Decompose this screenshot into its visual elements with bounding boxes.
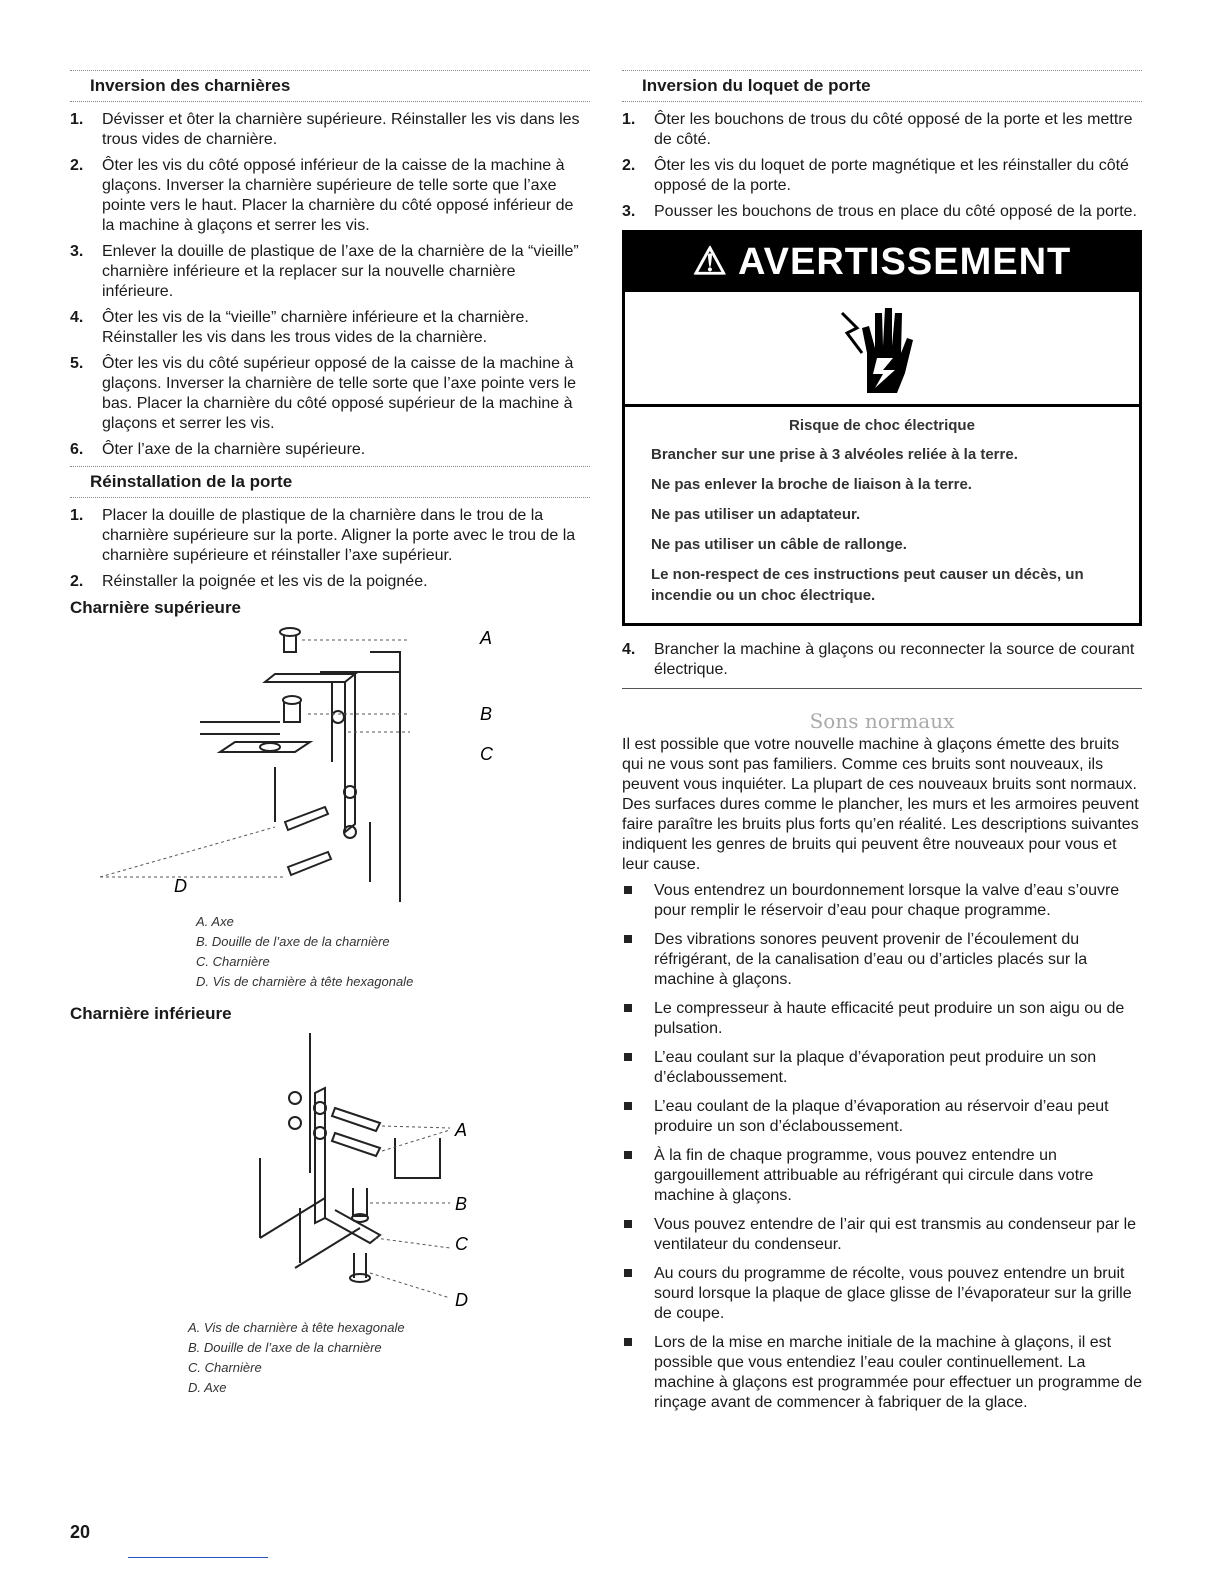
warning-triangle-icon: ⚠ [692, 241, 728, 283]
bottom-rule [128, 1557, 268, 1558]
section-divider [622, 688, 1142, 689]
door-steps [70, 506, 590, 592]
top-callout-d: D [174, 876, 187, 896]
bullet-icon [624, 935, 632, 943]
warning-icon-area [625, 292, 1139, 407]
list-item-text: Lors de la mise en marche initiale de la machine à glaçons, il est possible que vous entendiez l’eau couler continuellement. La machine à glaçons est programmée pour effectuer un programme de rinçage avant de commencer à fabriquer de la glace. [654, 1334, 1142, 1411]
top-callout-c: C [480, 744, 493, 764]
door-step [70, 572, 590, 592]
list-item [622, 1097, 1142, 1137]
bullet-icon [624, 1053, 632, 1061]
electric-shock-hand-icon [837, 298, 927, 398]
list-item [622, 1048, 1142, 1088]
hinges-step [70, 440, 590, 460]
bottom-hinge-legend [188, 1318, 590, 1398]
step-number: 2. [70, 573, 84, 590]
legend-item: A. Vis de charnière à tête hexagonale [188, 1320, 405, 1335]
step-number: 1. [622, 111, 636, 128]
top-callout-b: B [480, 704, 493, 724]
sons-intro: Il est possible que votre nouvelle machine à glaçons émette des bruits qui ne vous sont pas familiers. Comme ces bruits sont nouveaux, ils peuvent vous inquiéter. La plupart de ces nouveaux bruits sont normaux. Des surfaces dures comme le plancher, les murs et les armoires peuvent faire paraître les bruits plus forts qu’en réalité. Les descriptions suivantes indiquent les genres de bruits qui peuvent être nouveaux pour vous et leur cause. [622, 736, 1139, 873]
step-text: Ôter les bouchons de trous du côté opposé de la porte et les mettre de côté. [654, 111, 1133, 148]
page-number: 20 [70, 1522, 91, 1542]
bullet-icon [624, 1220, 632, 1228]
list-item-text: Des vibrations sonores peuvent provenir de l’écoulement du réfrigérant, de la canalisation d’eau ou d’articles placés sur la machine à glaçons. [654, 931, 1088, 988]
list-item [622, 1215, 1142, 1255]
warning-line: Ne pas enlever la broche de liaison à la terre. [651, 476, 972, 493]
legend-item: B. Douille de l’axe de la charnière [196, 934, 390, 949]
hinges-step [70, 156, 590, 236]
step-text: Brancher la machine à glaçons ou reconnecter la source de courant électrique. [654, 641, 1135, 678]
bullet-icon [624, 1004, 632, 1012]
right-column [622, 70, 1142, 1422]
hinges-step [70, 110, 590, 150]
legend-item: B. Douille de l’axe de la charnière [188, 1340, 382, 1355]
latch-step [622, 110, 1142, 150]
step-text: Ôter les vis de la “vieille” charnière inférieure et la charnière. Réinstaller les vis dans les trous vides de la charnière. [102, 309, 529, 346]
step-text: Enlever la douille de plastique de l’axe de la charnière de la “vieille” charnière inférieure et la replacer sur la nouvelle charnière inférieure. [102, 243, 579, 300]
step-number: 4. [70, 309, 84, 326]
step-number: 1. [70, 507, 84, 524]
top-hinge-legend [196, 912, 590, 992]
sons-title: Sons normaux [809, 709, 955, 733]
step-text: Ôter les vis du côté opposé inférieur de la caisse de la machine à glaçons. Inverser la charnière supérieure de telle sorte que l’axe pointe vers le haut. Placer la charnière du côté opposé inférieur de la machine à glaçons et serrer les vis. [102, 157, 574, 234]
top-callout-a: A [480, 628, 493, 648]
legend-item: A. Axe [196, 914, 234, 929]
list-item-text: Au cours du programme de récolte, vous pouvez entendre un bruit sourd lorsque la plaque de glace glisse de l’évaporateur sur la grille de coupe. [654, 1265, 1132, 1322]
left-column [70, 70, 590, 1398]
warning-title: AVERTISSEMENT [738, 241, 1072, 283]
step-number: 1. [70, 111, 84, 128]
warning-line: Ne pas utiliser un adaptateur. [651, 506, 861, 523]
list-item-text: À la fin de chaque programme, vous pouvez entendre un gargouillement attribuable au réfrigérant qui circule dans votre machine à glaçons. [654, 1147, 1094, 1204]
sons-bullets [622, 881, 1142, 1413]
step-text: Ôter les vis du côté supérieur opposé de la caisse de la machine à glaçons. Inverser la charnière de telle sorte que l’axe pointe vers le bas. Placer la charnière du côté opposé supérieur de la machine à glaçons et serrer les vis. [102, 355, 577, 432]
list-item-text: Vous entendrez un bourdonnement lorsque la valve d’eau s’ouvre pour remplir le réservoir d’eau pour chaque programme. [654, 882, 1120, 919]
step-text: Dévisser et ôter la charnière supérieure. Réinstaller les vis dans les trous vides de charnière. [102, 111, 580, 148]
bullet-icon [624, 1269, 632, 1277]
hinges-section-title: Inversion des charnières [70, 70, 590, 102]
bottom-callout-b: B [455, 1194, 468, 1214]
legend-item: D. Vis de charnière à tête hexagonale [196, 974, 414, 989]
warning-body [625, 407, 1139, 623]
step-number: 5. [70, 355, 84, 372]
bottom-hinge-title: Charnière inférieure [70, 1004, 232, 1023]
latch-steps [622, 110, 1142, 222]
latch-step [622, 156, 1142, 196]
warning-line: Ne pas utiliser un câble de rallonge. [651, 536, 907, 553]
door-section-title: Réinstallation de la porte [70, 466, 590, 498]
step-text: Ôter l’axe de la charnière supérieure. [102, 441, 366, 458]
list-item [622, 1146, 1142, 1206]
latch-step-4 [622, 640, 1142, 680]
step-text: Pousser les bouchons de trous en place du côté opposé de la porte. [654, 203, 1137, 220]
bullet-icon [624, 1338, 632, 1346]
list-item [622, 930, 1142, 990]
step-text: Réinstaller la poignée et les vis de la poignée. [102, 573, 428, 590]
door-step [70, 506, 590, 566]
warning-line: Le non-respect de ces instructions peut causer un décès, un incendie ou un choc électrique. [651, 566, 1084, 604]
latch-step [622, 202, 1142, 222]
bullet-icon [624, 1151, 632, 1159]
top-hinge-title: Charnière supérieure [70, 598, 242, 617]
warning-title-bar [625, 233, 1139, 292]
list-item-text: L’eau coulant sur la plaque d’évaporation peut produire un son d’éclaboussement. [654, 1049, 1097, 1086]
step-number: 3. [622, 203, 636, 220]
bullet-icon [624, 886, 632, 894]
top-hinge-diagram [70, 622, 590, 912]
step-number: 2. [70, 157, 84, 174]
legend-item: D. Axe [188, 1380, 227, 1395]
warning-risk-title: Risque de choc électrique [789, 417, 975, 434]
list-item [622, 881, 1142, 921]
step-number: 3. [70, 243, 84, 260]
hinges-step [70, 308, 590, 348]
step-number: 6. [70, 441, 84, 458]
warning-box [622, 230, 1142, 626]
legend-item: C. Charnière [188, 1360, 262, 1375]
step-text: Placer la douille de plastique de la charnière dans le trou de la charnière supérieure sur la porte. Aligner la porte avec le trou de la charnière supérieure et réinstaller l’axe supérieur. [102, 507, 576, 564]
bottom-callout-d: D [455, 1290, 468, 1310]
latch-section-title: Inversion du loquet de porte [622, 70, 1142, 102]
bullet-icon [624, 1102, 632, 1110]
list-item [622, 1333, 1142, 1413]
list-item-text: Le compresseur à haute efficacité peut produire un son aigu ou de pulsation. [654, 1000, 1125, 1037]
latch-step [622, 640, 1142, 680]
list-item-text: L’eau coulant de la plaque d’évaporation au réservoir d’eau peut produire un son d’éclaboussement. [654, 1098, 1109, 1135]
list-item [622, 999, 1142, 1039]
hinges-steps [70, 110, 590, 460]
legend-item: C. Charnière [196, 954, 270, 969]
bottom-callout-a: A [455, 1120, 468, 1140]
bottom-callout-c: C [455, 1234, 468, 1254]
step-text: Ôter les vis du loquet de porte magnétique et les réinstaller du côté opposé de la porte. [654, 157, 1129, 194]
hinges-step [70, 354, 590, 434]
bottom-hinge-diagram [70, 1028, 590, 1318]
step-number: 2. [622, 157, 636, 174]
list-item-text: Vous pouvez entendre de l’air qui est transmis au condenseur par le ventilateur du condenseur. [654, 1216, 1137, 1253]
list-item [622, 1264, 1142, 1324]
warning-line: Brancher sur une prise à 3 alvéoles reliée à la terre. [651, 446, 1018, 463]
step-number: 4. [622, 641, 636, 658]
hinges-step [70, 242, 590, 302]
